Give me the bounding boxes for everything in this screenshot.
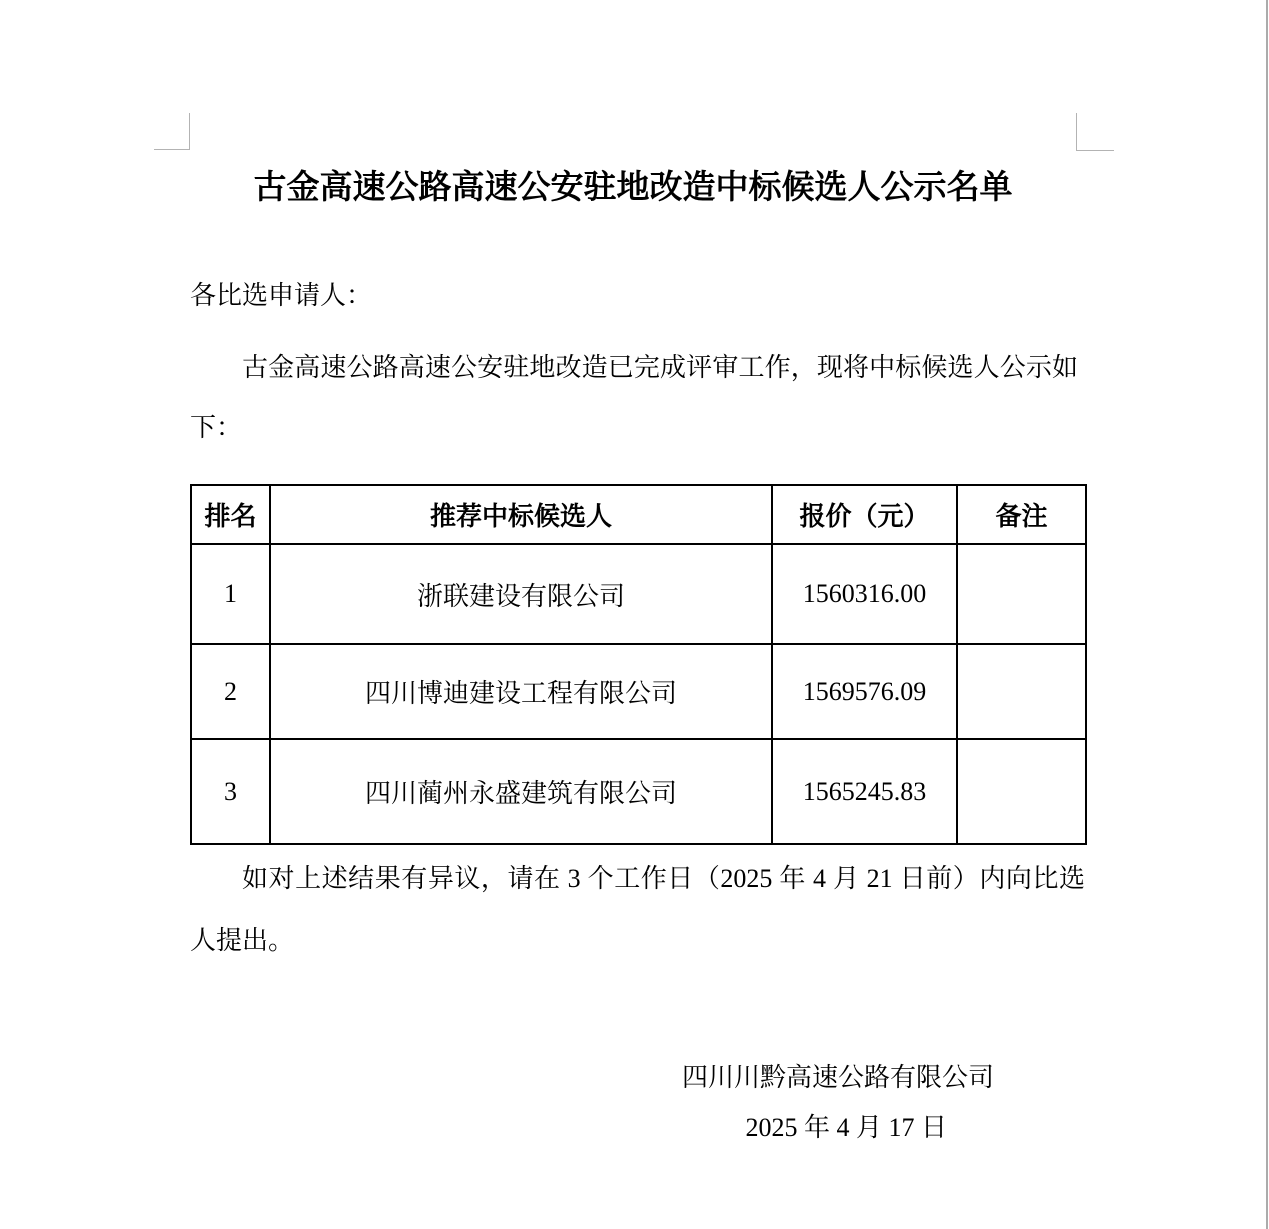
candidate-cell: 四川博迪建设工程有限公司 (270, 644, 772, 739)
price-cell: 1560316.00 (772, 544, 957, 644)
table-header-row (191, 485, 1086, 544)
intro-paragraph: 古金高速公路高速公安驻地改造已完成评审工作，现将中标候选人公示如下： (190, 353, 1078, 442)
table-row (191, 544, 1086, 644)
salutation-line: 各比选申请人： (190, 281, 373, 310)
signature-date: 2025 年 4 月 17 日 (745, 1113, 947, 1142)
closing-paragraph: 如对上述结果有异议，请在 3 个工作日（2025 年 4 月 21 日前）内向比选人提出。 (190, 864, 1085, 955)
candidates-table (190, 484, 1087, 845)
rank-cell: 3 (191, 739, 270, 844)
header-remark: 备注 (957, 485, 1086, 544)
rank-cell: 1 (191, 544, 270, 644)
crop-mark-top-left-vertical (189, 113, 190, 150)
header-price: 报价（元） (772, 485, 957, 544)
crop-mark-top-left-horizontal (154, 149, 190, 150)
remark-cell (957, 739, 1086, 844)
document-title: 古金高速公路高速公安驻地改造中标候选人公示名单 (253, 170, 1013, 206)
price-cell: 1569576.09 (772, 644, 957, 739)
signature-company: 四川川黔高速公路有限公司 (681, 1063, 994, 1092)
rank-cell: 2 (191, 644, 270, 739)
price-cell: 1565245.83 (772, 739, 957, 844)
table-row (191, 739, 1086, 844)
crop-mark-top-right-horizontal (1076, 150, 1114, 151)
table-row (191, 644, 1086, 739)
header-rank: 排名 (191, 485, 270, 544)
candidate-cell: 四川蔺州永盛建筑有限公司 (270, 739, 772, 844)
header-candidate: 推荐中标候选人 (270, 485, 772, 544)
crop-mark-top-right-vertical (1076, 113, 1077, 151)
page-right-edge (1266, 0, 1268, 1229)
candidate-cell: 浙联建设有限公司 (270, 544, 772, 644)
remark-cell (957, 544, 1086, 644)
remark-cell (957, 644, 1086, 739)
